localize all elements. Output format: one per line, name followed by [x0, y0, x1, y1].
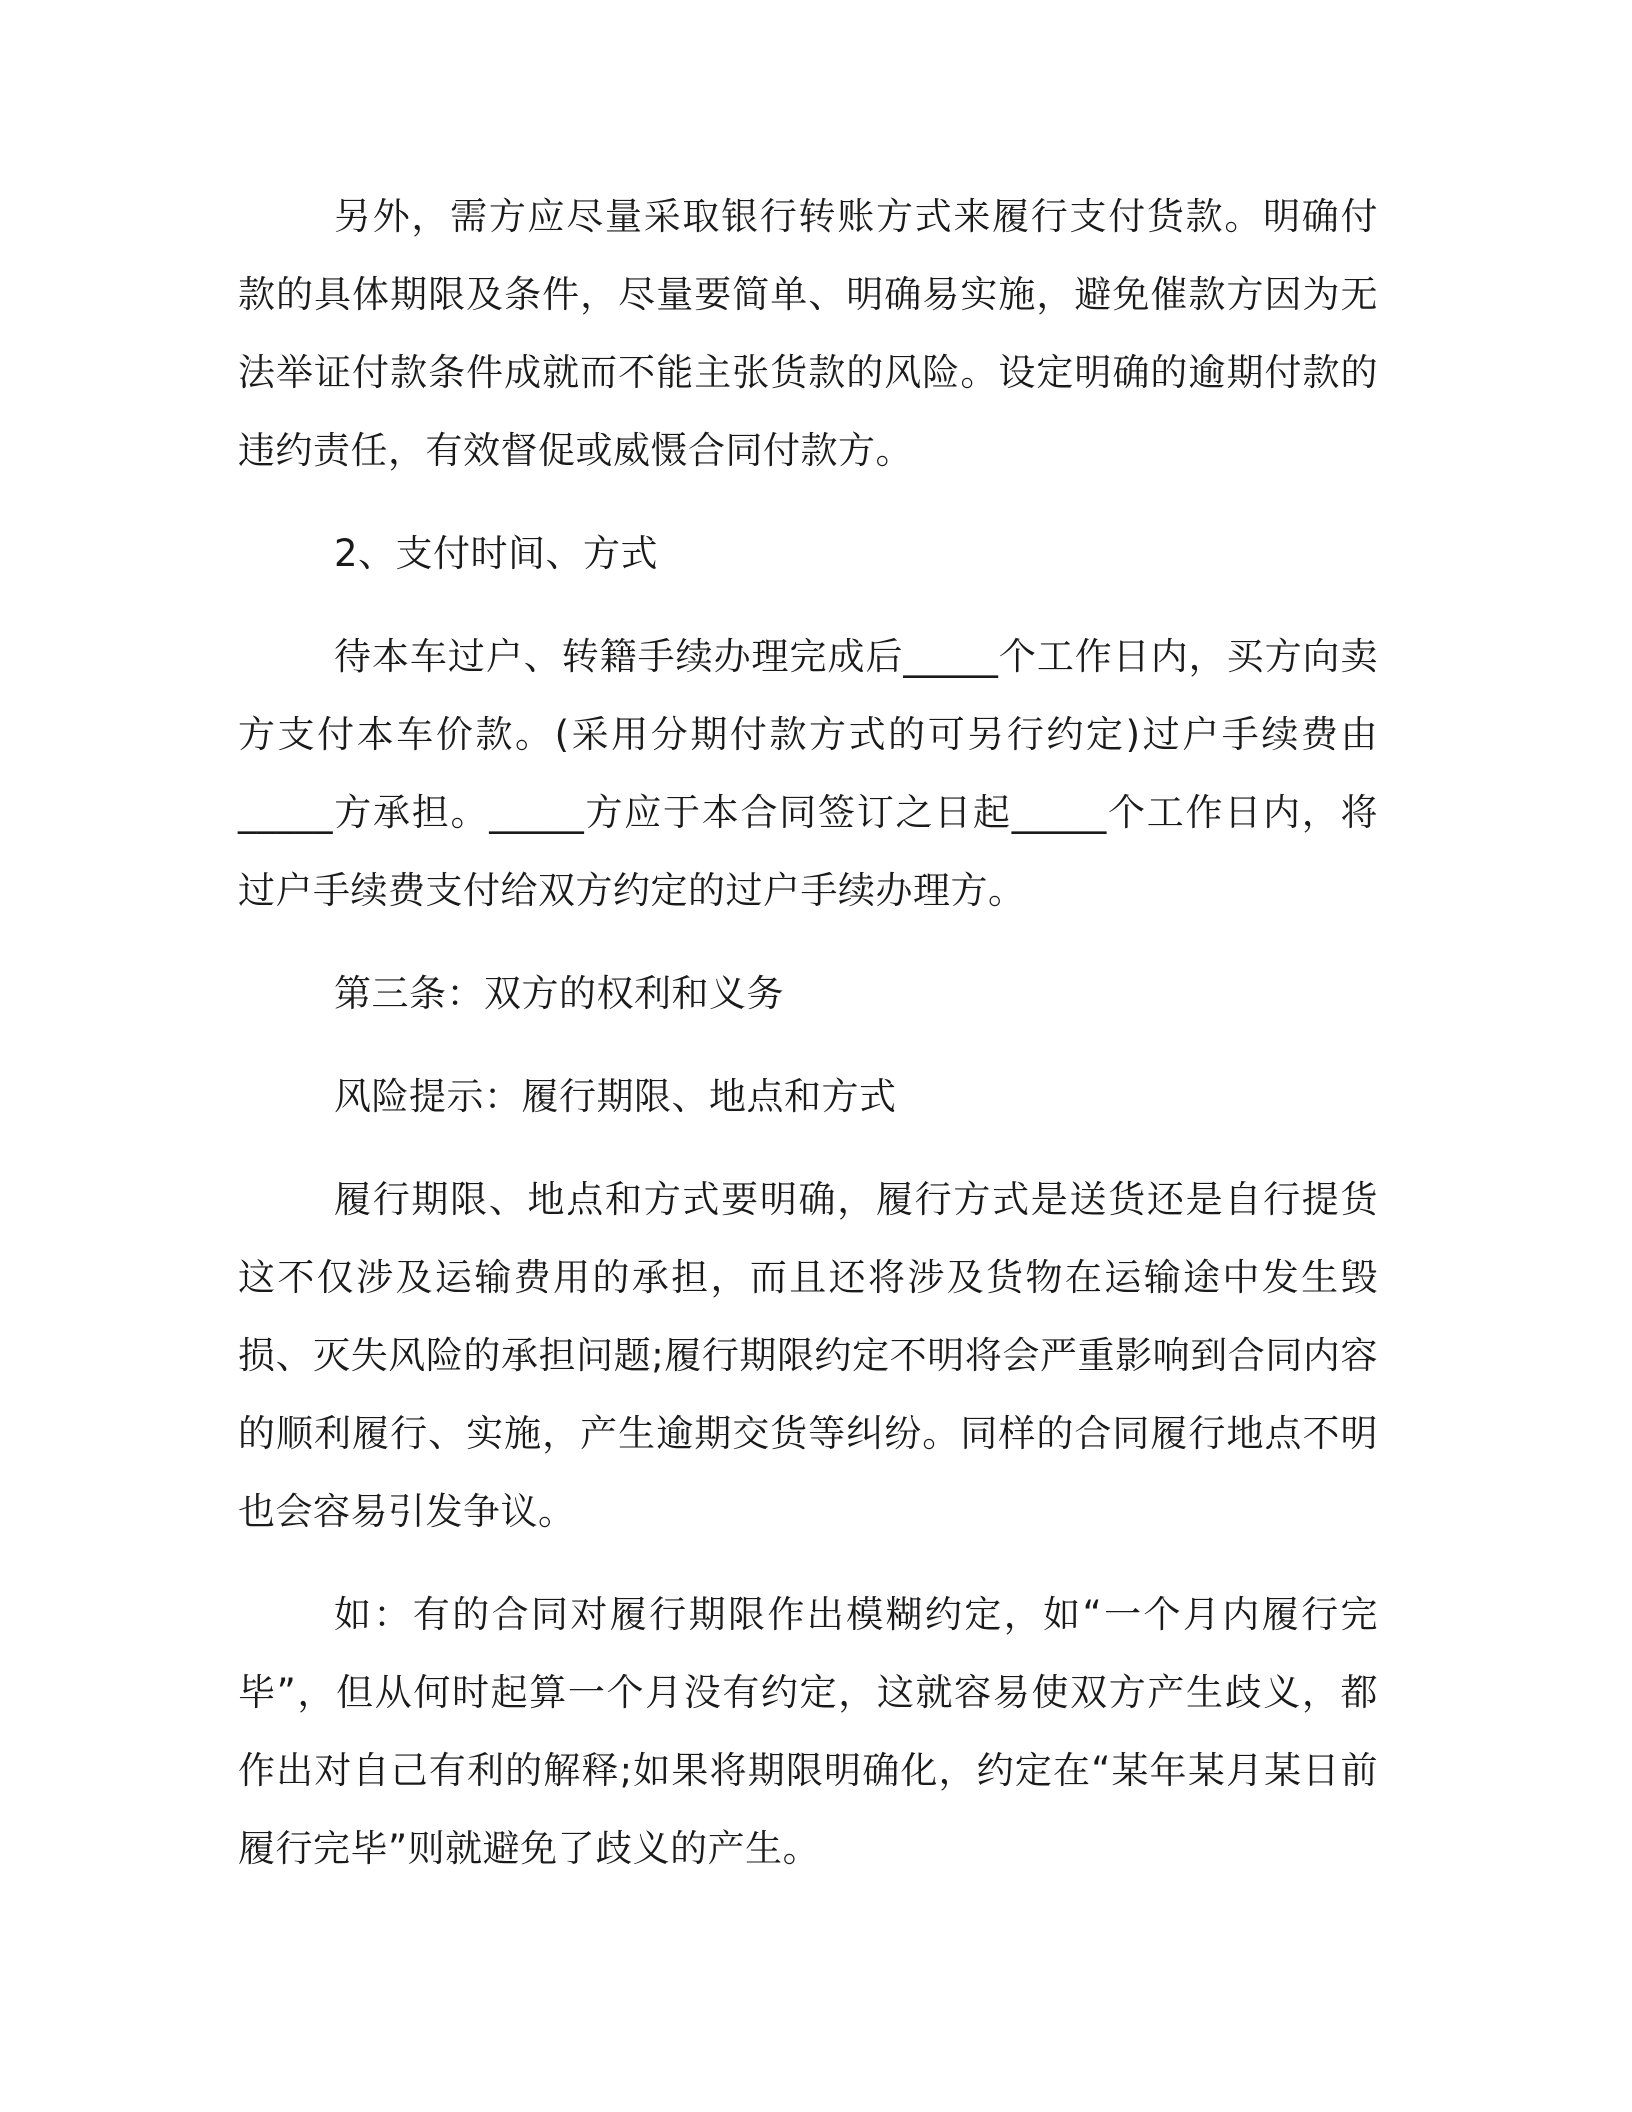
- paragraph-performance-terms: 履行期限、地点和方式要明确，履行方式是送货还是自行提货这不仅涉及运输费用的承担，而且还将涉及货物在运输途中发生毁损、灭失风险的承担问题;履行期限约定不明将会严重影响到合同内容的顺利履行、实施，产生逾期交货等纠纷。同样的合同履行地点不明也会容易引发争议。: [238, 1178, 1378, 1533]
- section-heading-payment-time: 2、支付时间、方式: [334, 532, 659, 575]
- paragraph-example: 如：有的合同对履行期限作出模糊约定，如“一个月内履行完毕”，但从何时起算一个月没有约定，这就容易使双方产生歧义，都作出对自己有利的解释;如果将期限明确化，约定在“某年某月某日前履行完毕”则就避免了歧义的产生。: [238, 1593, 1378, 1870]
- document-body: [238, 178, 1378, 1888]
- paragraph-payment-advice: 另外，需方应尽量采取银行转账方式来履行支付货款。明确付款的具体期限及条件，尽量要简单、明确易实施，避免催款方因为无法举证付款条件成就而不能主张货款的风险。设定明确的逾期付款的违约责任，有效督促或威慑合同付款方。: [238, 195, 1378, 472]
- risk-notice-heading: 风险提示：履行期限、地点和方式: [334, 1075, 897, 1118]
- article-heading-rights-obligations: 第三条：双方的权利和义务: [334, 972, 784, 1015]
- paragraph-payment-terms: 待本车过户、转籍手续办理完成后_____个工作日内，买方向卖方支付本车价款。(采用分期付款方式的可另行约定)过户手续费由_____方承担。_____方应于本合同签订之日起_____个工作日内，将过户手续费支付给双方约定的过户手续办理方。: [238, 635, 1378, 912]
